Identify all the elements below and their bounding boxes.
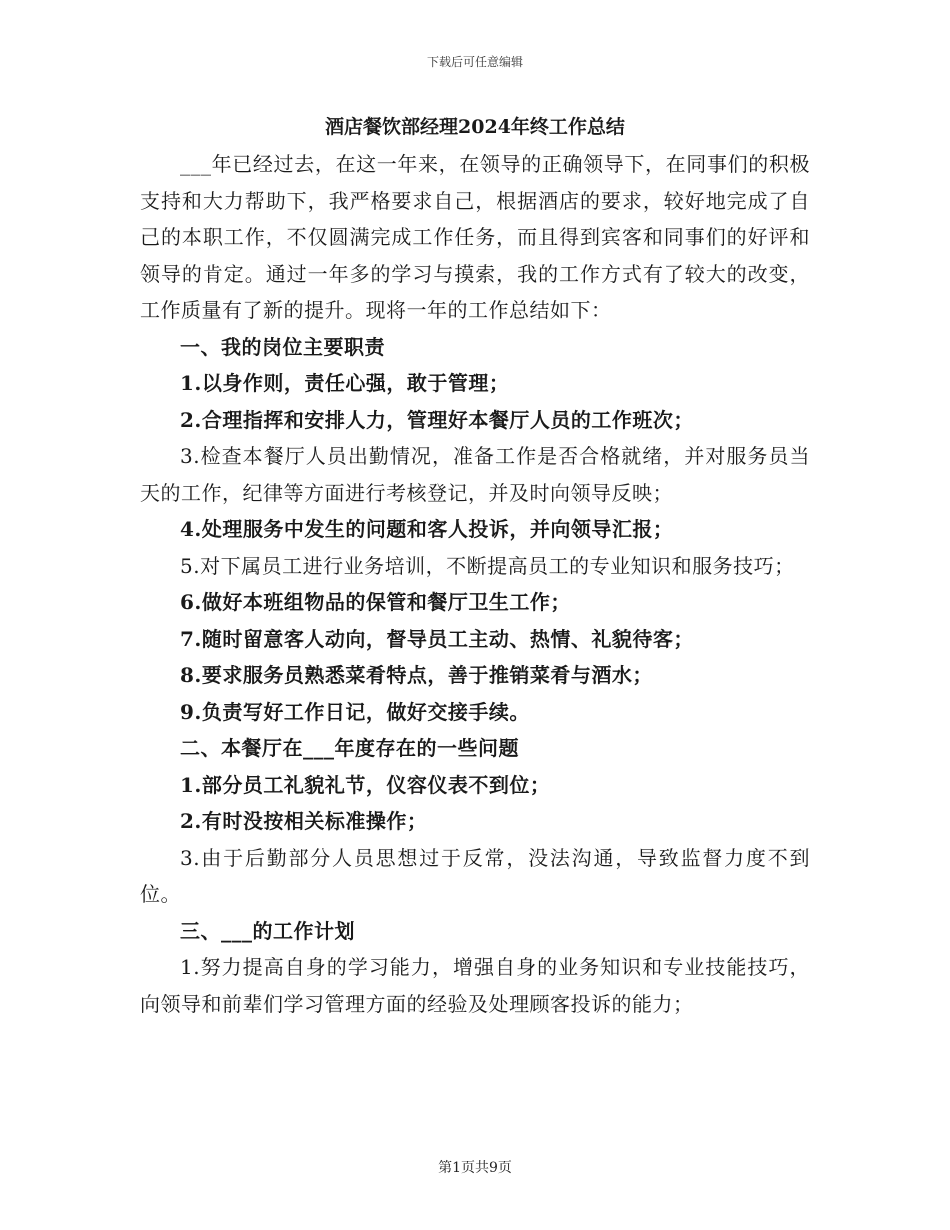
paragraph: 1.以身作则，责任心强，敢于管理； [180,371,510,395]
paragraph: 3.由于后勤部分人员思想过于反常，没法沟通，导致监督力度不到位。 [140,845,810,906]
paragraph: 1.部分员工礼貌礼节，仪容仪表不到位； [180,772,551,797]
paragraph: 3.检查本餐厅人员出勤情况，准备工作是否合格就绪，并对服务员当天的工作，纪律等方面进行考核登记，并及时向领导反映； [140,444,810,505]
paragraph: 6.做好本班组物品的保管和餐厅卫生工作； [180,590,571,614]
paragraph: 4.处理服务中发生的问题和客人投诉，并向领导汇报； [180,517,674,541]
paragraph: 2.合理指挥和安排人力，管理好本餐厅人员的工作班次； [180,407,694,432]
paragraph-list [140,146,810,1022]
paragraph: 7.随时留意客人动向，督导员工主动、热情、礼貌待客； [180,626,694,651]
paragraph: 一、我的岗位主要职责 [180,334,385,359]
paragraph: 二、本餐厅在___年度存在的一些问题 [180,736,519,760]
paragraph: 5.对下属员工进行业务培训，不断提高员工的专业知识和服务技巧； [180,553,795,578]
document-title: 酒店餐饮部经理2024年终工作总结 [325,116,625,138]
paragraph: 2.有时没按相关标准操作； [180,809,428,833]
page-header: 下载后可任意编辑 [426,55,523,69]
document-body [140,110,810,1022]
paragraph: 三、___的工作计划 [180,918,355,943]
paragraph: 9.负责写好工作日记，做好交接手续。 [180,699,530,724]
paragraph: ___年已经过去，在这一年来，在领导的正确领导下，在同事们的积极支持和大力帮助下，我严格要求自己，根据酒店的要求，较好地完成了自己的本职工作，不仅圆满完成工作任务，而且得到宾客和同事们的好评和领导的肯定。通过一年多的学习与摸索，我的工作方式有了较大的改变，工作质量有了新的提升。现将一年的工作总结如下： [140,152,810,322]
page-footer: 第1页共9页 [438,1160,512,1176]
paragraph: 1.努力提高自身的学习能力，增强自身的业务知识和专业技能技巧，向领导和前辈们学习管理方面的经验及处理顾客投诉的能力； [140,955,810,1016]
paragraph: 8.要求服务员熟悉菜肴特点，善于推销菜肴与酒水； [180,663,653,687]
